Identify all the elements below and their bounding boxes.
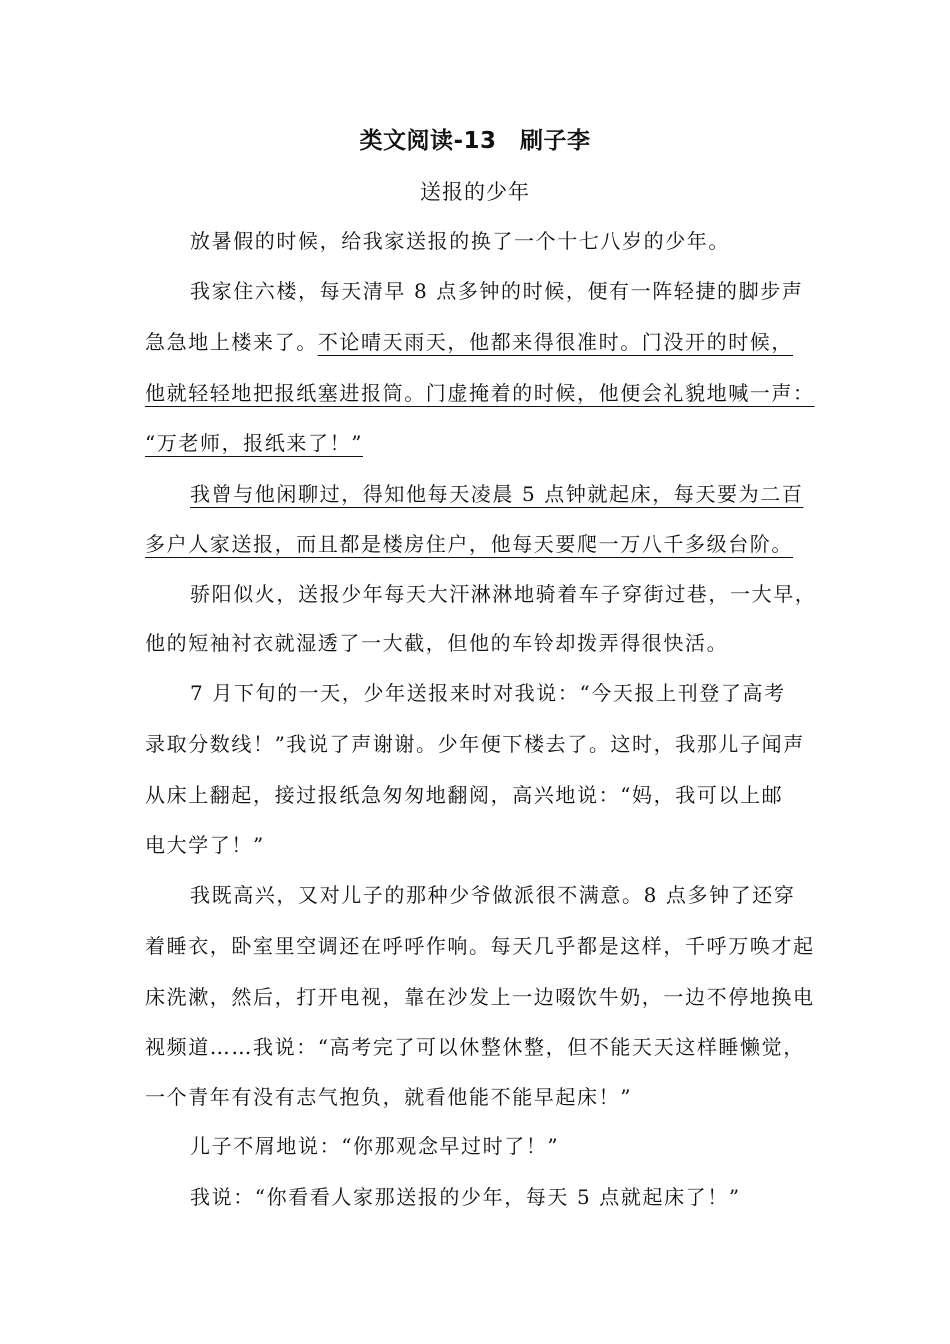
text-line: 我既高兴，又对儿子的那种少爷做派很不满意。8 点多钟了还穿 (190, 883, 796, 907)
text-line: 视频道……我说：“高考完了可以休整休整，但不能天天这样睡懒觉， (145, 1035, 805, 1059)
text-line: 骄阳似火，送报少年每天大汗淋淋地骑着车子穿街过巷，一大早， (190, 582, 817, 606)
text-line (145, 380, 815, 406)
document-title: 类文阅读-13 刷子李 (359, 128, 591, 154)
text-line: 放暑假的时候，给我家送报的换了一个十七八岁的少年。 (190, 229, 730, 253)
text-line (190, 481, 803, 507)
text-line: 一个青年有没有志气抱负，就看他能不能早起床！” (145, 1085, 633, 1109)
text-line: 我家住六楼，每天清早 8 点多钟的时候，便有一阵轻捷的脚步声 (190, 279, 804, 303)
text-line (145, 430, 363, 456)
text-line: 电大学了！” (145, 833, 265, 857)
text-line: 我说：“你看看人家那送报的少年，每天 5 点就起床了！” (190, 1185, 741, 1209)
article-title: 送报的少年 (420, 180, 530, 204)
underlined-text: 我曾与他闲聊过，得知他每天凌晨 5 点钟就起床，每天要为二百 (190, 482, 804, 506)
text-line: 床洗漱，然后，打开电视，靠在沙发上一边啜饮牛奶，一边不停地换电 (145, 985, 815, 1009)
text-line: 着睡衣，卧室里空调还在呼呼作响。每天几乎都是这样，千呼万唤才起 (145, 934, 815, 958)
underlined-text: 不论晴天雨天，他都来得很准时。门没开的时候， (317, 330, 794, 354)
text-line: 从床上翻起，接过报纸急匆匆地翻阅，高兴地说：“妈，我可以上邮 (145, 783, 784, 807)
text-line: 他的短袖衬衣就湿透了一大截，但他的车铃却拨弄得很快活。 (145, 631, 729, 655)
text-line: 7 月下旬的一天，少年送报来时对我说：“今天报上刊登了高考 (190, 681, 786, 705)
underlined-text: 他就轻轻地把报纸塞进报筒。门虚掩着的时候，他便会礼貌地喊一声： (145, 381, 815, 405)
text-line: 急急地上楼来了。不论晴天雨天，他都来得很准时。门没开的时候， (145, 330, 794, 354)
text-line (145, 531, 793, 557)
underlined-text: 多户人家送报，而且都是楼房住户，他每天要爬一万八千多级台阶。 (145, 532, 793, 556)
underlined-text: “万老师，报纸来了！” (145, 431, 364, 455)
text-line: 儿子不屑地说：“你那观念早过时了！” (190, 1134, 560, 1158)
text-line: 录取分数线！”我说了声谢谢。少年便下楼去了。这时，我那儿子闻声 (145, 732, 805, 756)
